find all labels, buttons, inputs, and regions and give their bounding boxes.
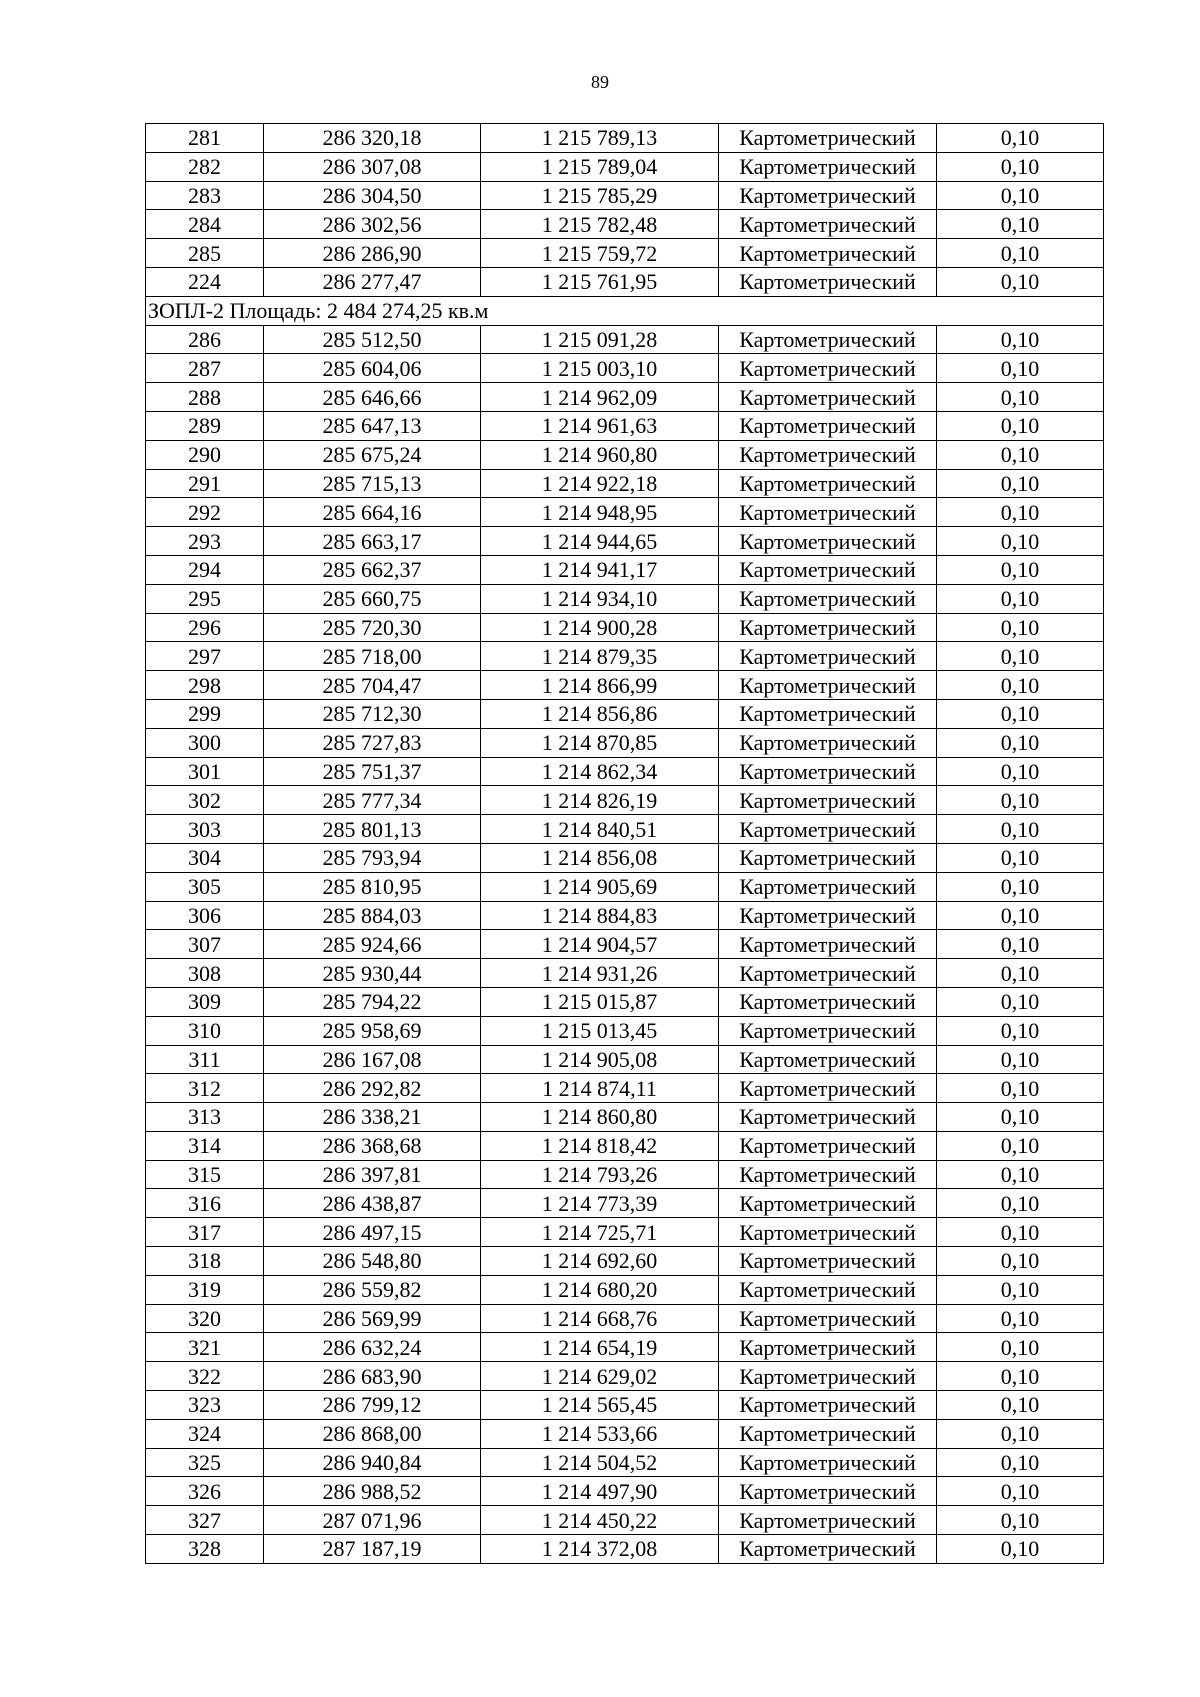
x-coordinate-cell: 286 307,08	[264, 152, 481, 181]
table-row	[146, 239, 1104, 268]
point-number-cell: 304	[146, 843, 264, 872]
y-coordinate-cell: 1 214 860,80	[481, 1103, 719, 1132]
y-coordinate-cell: 1 214 793,26	[481, 1160, 719, 1189]
point-number-cell: 288	[146, 383, 264, 412]
point-number-cell: 315	[146, 1160, 264, 1189]
method-cell: Картометрический	[719, 959, 937, 988]
table-row	[146, 1419, 1104, 1448]
page-number: 89	[591, 72, 609, 92]
point-number-cell: 292	[146, 498, 264, 527]
method-cell: Картометрический	[719, 1189, 937, 1218]
table-row	[146, 901, 1104, 930]
table-row	[146, 325, 1104, 354]
y-coordinate-cell: 1 214 692,60	[481, 1247, 719, 1276]
accuracy-cell: 0,10	[937, 1247, 1104, 1276]
y-coordinate-cell: 1 215 761,95	[481, 267, 719, 296]
x-coordinate-cell: 286 277,47	[264, 267, 481, 296]
y-coordinate-cell: 1 214 773,39	[481, 1189, 719, 1218]
table-row	[146, 1535, 1104, 1564]
y-coordinate-cell: 1 214 504,52	[481, 1448, 719, 1477]
method-cell: Картометрический	[719, 383, 937, 412]
method-cell: Картометрический	[719, 354, 937, 383]
y-coordinate-cell: 1 214 533,66	[481, 1419, 719, 1448]
x-coordinate-cell: 285 924,66	[264, 930, 481, 959]
method-cell: Картометрический	[719, 987, 937, 1016]
x-coordinate-cell: 286 988,52	[264, 1477, 481, 1506]
accuracy-cell: 0,10	[937, 671, 1104, 700]
method-cell: Картометрический	[719, 757, 937, 786]
y-coordinate-cell: 1 214 497,90	[481, 1477, 719, 1506]
accuracy-cell: 0,10	[937, 1391, 1104, 1420]
x-coordinate-cell: 285 777,34	[264, 786, 481, 815]
y-coordinate-cell: 1 215 015,87	[481, 987, 719, 1016]
y-coordinate-cell: 1 214 654,19	[481, 1333, 719, 1362]
y-coordinate-cell: 1 215 785,29	[481, 181, 719, 210]
method-cell: Картометрический	[719, 1419, 937, 1448]
table-row	[146, 354, 1104, 383]
table-row	[146, 527, 1104, 556]
accuracy-cell: 0,10	[937, 699, 1104, 728]
accuracy-cell: 0,10	[937, 1275, 1104, 1304]
table-row	[146, 1391, 1104, 1420]
method-cell: Картометрический	[719, 1016, 937, 1045]
table-row	[146, 210, 1104, 239]
y-coordinate-cell: 1 214 905,08	[481, 1045, 719, 1074]
x-coordinate-cell: 285 715,13	[264, 469, 481, 498]
y-coordinate-cell: 1 214 866,99	[481, 671, 719, 700]
y-coordinate-cell: 1 214 818,42	[481, 1131, 719, 1160]
x-coordinate-cell: 286 559,82	[264, 1275, 481, 1304]
y-coordinate-cell: 1 214 856,86	[481, 699, 719, 728]
point-number-cell: 283	[146, 181, 264, 210]
method-cell: Картометрический	[719, 1506, 937, 1535]
coordinates-table-body	[146, 124, 1104, 1564]
table-row	[146, 1362, 1104, 1391]
method-cell: Картометрический	[719, 786, 937, 815]
x-coordinate-cell: 285 720,30	[264, 613, 481, 642]
point-number-cell: 314	[146, 1131, 264, 1160]
table-row	[146, 699, 1104, 728]
y-coordinate-cell: 1 215 789,13	[481, 124, 719, 153]
accuracy-cell: 0,10	[937, 613, 1104, 642]
table-row	[146, 728, 1104, 757]
point-number-cell: 281	[146, 124, 264, 153]
method-cell: Картометрический	[719, 613, 937, 642]
method-cell: Картометрический	[719, 671, 937, 700]
table-row	[146, 152, 1104, 181]
y-coordinate-cell: 1 214 862,34	[481, 757, 719, 786]
accuracy-cell: 0,10	[937, 1074, 1104, 1103]
y-coordinate-cell: 1 214 725,71	[481, 1218, 719, 1247]
point-number-cell: 305	[146, 872, 264, 901]
method-cell: Картометрический	[719, 872, 937, 901]
y-coordinate-cell: 1 214 904,57	[481, 930, 719, 959]
accuracy-cell: 0,10	[937, 642, 1104, 671]
table-row	[146, 411, 1104, 440]
method-cell: Картометрический	[719, 1247, 937, 1276]
method-cell: Картометрический	[719, 469, 937, 498]
method-cell: Картометрический	[719, 1304, 937, 1333]
y-coordinate-cell: 1 214 826,19	[481, 786, 719, 815]
table-row	[146, 1247, 1104, 1276]
accuracy-cell: 0,10	[937, 1103, 1104, 1132]
point-number-cell: 310	[146, 1016, 264, 1045]
x-coordinate-cell: 286 320,18	[264, 124, 481, 153]
point-number-cell: 294	[146, 555, 264, 584]
method-cell: Картометрический	[719, 699, 937, 728]
accuracy-cell: 0,10	[937, 959, 1104, 988]
table-row	[146, 1275, 1104, 1304]
x-coordinate-cell: 286 397,81	[264, 1160, 481, 1189]
point-number-cell: 302	[146, 786, 264, 815]
y-coordinate-cell: 1 214 905,69	[481, 872, 719, 901]
method-cell: Картометрический	[719, 815, 937, 844]
x-coordinate-cell: 285 727,83	[264, 728, 481, 757]
accuracy-cell: 0,10	[937, 901, 1104, 930]
y-coordinate-cell: 1 214 900,28	[481, 613, 719, 642]
point-number-cell: 224	[146, 267, 264, 296]
point-number-cell: 287	[146, 354, 264, 383]
x-coordinate-cell: 287 187,19	[264, 1535, 481, 1564]
y-coordinate-cell: 1 215 013,45	[481, 1016, 719, 1045]
method-cell: Картометрический	[719, 239, 937, 268]
x-coordinate-cell: 286 868,00	[264, 1419, 481, 1448]
accuracy-cell: 0,10	[937, 757, 1104, 786]
accuracy-cell: 0,10	[937, 440, 1104, 469]
method-cell: Картометрический	[719, 1160, 937, 1189]
method-cell: Картометрический	[719, 1218, 937, 1247]
table-row	[146, 1448, 1104, 1477]
method-cell: Картометрический	[719, 555, 937, 584]
accuracy-cell: 0,10	[937, 1160, 1104, 1189]
y-coordinate-cell: 1 214 941,17	[481, 555, 719, 584]
point-number-cell: 313	[146, 1103, 264, 1132]
y-coordinate-cell: 1 214 960,80	[481, 440, 719, 469]
accuracy-cell: 0,10	[937, 411, 1104, 440]
x-coordinate-cell: 285 751,37	[264, 757, 481, 786]
accuracy-cell: 0,10	[937, 210, 1104, 239]
method-cell: Картометрический	[719, 930, 937, 959]
accuracy-cell: 0,10	[937, 584, 1104, 613]
method-cell: Картометрический	[719, 728, 937, 757]
accuracy-cell: 0,10	[937, 1419, 1104, 1448]
x-coordinate-cell: 285 663,17	[264, 527, 481, 556]
point-number-cell: 320	[146, 1304, 264, 1333]
table-row	[146, 642, 1104, 671]
y-coordinate-cell: 1 214 948,95	[481, 498, 719, 527]
method-cell: Картометрический	[719, 325, 937, 354]
x-coordinate-cell: 285 662,37	[264, 555, 481, 584]
point-number-cell: 295	[146, 584, 264, 613]
point-number-cell: 298	[146, 671, 264, 700]
method-cell: Картометрический	[719, 498, 937, 527]
x-coordinate-cell: 285 675,24	[264, 440, 481, 469]
table-row	[146, 1074, 1104, 1103]
x-coordinate-cell: 285 810,95	[264, 872, 481, 901]
x-coordinate-cell: 285 718,00	[264, 642, 481, 671]
x-coordinate-cell: 285 794,22	[264, 987, 481, 1016]
point-number-cell: 299	[146, 699, 264, 728]
accuracy-cell: 0,10	[937, 1218, 1104, 1247]
method-cell: Картометрический	[719, 642, 937, 671]
y-coordinate-cell: 1 214 680,20	[481, 1275, 719, 1304]
table-row	[146, 181, 1104, 210]
x-coordinate-cell: 286 569,99	[264, 1304, 481, 1333]
table-row	[146, 872, 1104, 901]
method-cell: Картометрический	[719, 1275, 937, 1304]
y-coordinate-cell: 1 214 884,83	[481, 901, 719, 930]
accuracy-cell: 0,10	[937, 527, 1104, 556]
table-row	[146, 1218, 1104, 1247]
accuracy-cell: 0,10	[937, 815, 1104, 844]
table-row	[146, 843, 1104, 872]
point-number-cell: 326	[146, 1477, 264, 1506]
coordinates-table	[145, 123, 1104, 1564]
method-cell: Картометрический	[719, 181, 937, 210]
point-number-cell: 307	[146, 930, 264, 959]
table-row	[146, 440, 1104, 469]
accuracy-cell: 0,10	[937, 239, 1104, 268]
y-coordinate-cell: 1 214 874,11	[481, 1074, 719, 1103]
point-number-cell: 296	[146, 613, 264, 642]
method-cell: Картометрический	[719, 901, 937, 930]
y-coordinate-cell: 1 214 629,02	[481, 1362, 719, 1391]
table-row	[146, 671, 1104, 700]
accuracy-cell: 0,10	[937, 555, 1104, 584]
method-cell: Картометрический	[719, 1103, 937, 1132]
method-cell: Картометрический	[719, 843, 937, 872]
accuracy-cell: 0,10	[937, 1131, 1104, 1160]
accuracy-cell: 0,10	[937, 1016, 1104, 1045]
x-coordinate-cell: 286 286,90	[264, 239, 481, 268]
table-row	[146, 555, 1104, 584]
point-number-cell: 316	[146, 1189, 264, 1218]
accuracy-cell: 0,10	[937, 181, 1104, 210]
accuracy-cell: 0,10	[937, 1535, 1104, 1564]
point-number-cell: 303	[146, 815, 264, 844]
accuracy-cell: 0,10	[937, 1189, 1104, 1218]
point-number-cell: 289	[146, 411, 264, 440]
y-coordinate-cell: 1 214 961,63	[481, 411, 719, 440]
point-number-cell: 285	[146, 239, 264, 268]
method-cell: Картометрический	[719, 1448, 937, 1477]
method-cell: Картометрический	[719, 440, 937, 469]
x-coordinate-cell: 286 683,90	[264, 1362, 481, 1391]
table-row	[146, 1506, 1104, 1535]
x-coordinate-cell: 286 548,80	[264, 1247, 481, 1276]
table-row	[146, 1131, 1104, 1160]
x-coordinate-cell: 285 884,03	[264, 901, 481, 930]
section-header-row	[146, 296, 1104, 325]
accuracy-cell: 0,10	[937, 325, 1104, 354]
x-coordinate-cell: 285 793,94	[264, 843, 481, 872]
table-row	[146, 469, 1104, 498]
table-row	[146, 124, 1104, 153]
x-coordinate-cell: 285 660,75	[264, 584, 481, 613]
point-number-cell: 312	[146, 1074, 264, 1103]
accuracy-cell: 0,10	[937, 354, 1104, 383]
x-coordinate-cell: 286 438,87	[264, 1189, 481, 1218]
point-number-cell: 321	[146, 1333, 264, 1362]
y-coordinate-cell: 1 214 922,18	[481, 469, 719, 498]
accuracy-cell: 0,10	[937, 1448, 1104, 1477]
accuracy-cell: 0,10	[937, 1304, 1104, 1333]
x-coordinate-cell: 285 512,50	[264, 325, 481, 354]
accuracy-cell: 0,10	[937, 498, 1104, 527]
point-number-cell: 317	[146, 1218, 264, 1247]
table-row	[146, 267, 1104, 296]
method-cell: Картометрический	[719, 1535, 937, 1564]
table-row	[146, 930, 1104, 959]
x-coordinate-cell: 285 604,06	[264, 354, 481, 383]
x-coordinate-cell: 285 930,44	[264, 959, 481, 988]
table-row	[146, 1333, 1104, 1362]
y-coordinate-cell: 1 214 962,09	[481, 383, 719, 412]
accuracy-cell: 0,10	[937, 987, 1104, 1016]
y-coordinate-cell: 1 214 565,45	[481, 1391, 719, 1420]
method-cell: Картометрический	[719, 210, 937, 239]
y-coordinate-cell: 1 214 668,76	[481, 1304, 719, 1333]
point-number-cell: 324	[146, 1419, 264, 1448]
x-coordinate-cell: 286 304,50	[264, 181, 481, 210]
point-number-cell: 290	[146, 440, 264, 469]
accuracy-cell: 0,10	[937, 267, 1104, 296]
accuracy-cell: 0,10	[937, 1506, 1104, 1535]
point-number-cell: 328	[146, 1535, 264, 1564]
method-cell: Картометрический	[719, 124, 937, 153]
y-coordinate-cell: 1 215 789,04	[481, 152, 719, 181]
method-cell: Картометрический	[719, 1333, 937, 1362]
point-number-cell: 325	[146, 1448, 264, 1477]
point-number-cell: 284	[146, 210, 264, 239]
table-row	[146, 1016, 1104, 1045]
section-title: ЗОПЛ-2 Площадь: 2 484 274,25 кв.м	[146, 296, 1104, 325]
y-coordinate-cell: 1 214 450,22	[481, 1506, 719, 1535]
point-number-cell: 306	[146, 901, 264, 930]
y-coordinate-cell: 1 214 870,85	[481, 728, 719, 757]
point-number-cell: 291	[146, 469, 264, 498]
y-coordinate-cell: 1 215 782,48	[481, 210, 719, 239]
accuracy-cell: 0,10	[937, 1362, 1104, 1391]
table-row	[146, 383, 1104, 412]
point-number-cell: 318	[146, 1247, 264, 1276]
accuracy-cell: 0,10	[937, 152, 1104, 181]
y-coordinate-cell: 1 214 840,51	[481, 815, 719, 844]
accuracy-cell: 0,10	[937, 728, 1104, 757]
accuracy-cell: 0,10	[937, 469, 1104, 498]
x-coordinate-cell: 286 302,56	[264, 210, 481, 239]
x-coordinate-cell: 285 664,16	[264, 498, 481, 527]
x-coordinate-cell: 285 646,66	[264, 383, 481, 412]
point-number-cell: 311	[146, 1045, 264, 1074]
accuracy-cell: 0,10	[937, 1045, 1104, 1074]
table-row	[146, 1189, 1104, 1218]
accuracy-cell: 0,10	[937, 843, 1104, 872]
table-row	[146, 584, 1104, 613]
x-coordinate-cell: 286 632,24	[264, 1333, 481, 1362]
x-coordinate-cell: 286 497,15	[264, 1218, 481, 1247]
x-coordinate-cell: 286 338,21	[264, 1103, 481, 1132]
y-coordinate-cell: 1 214 944,65	[481, 527, 719, 556]
x-coordinate-cell: 286 368,68	[264, 1131, 481, 1160]
point-number-cell: 327	[146, 1506, 264, 1535]
accuracy-cell: 0,10	[937, 930, 1104, 959]
table-row	[146, 959, 1104, 988]
x-coordinate-cell: 286 940,84	[264, 1448, 481, 1477]
table-row	[146, 757, 1104, 786]
point-number-cell: 282	[146, 152, 264, 181]
x-coordinate-cell: 285 801,13	[264, 815, 481, 844]
x-coordinate-cell: 285 704,47	[264, 671, 481, 700]
point-number-cell: 297	[146, 642, 264, 671]
method-cell: Картометрический	[719, 411, 937, 440]
y-coordinate-cell: 1 215 091,28	[481, 325, 719, 354]
method-cell: Картометрический	[719, 1045, 937, 1074]
accuracy-cell: 0,10	[937, 786, 1104, 815]
method-cell: Картометрический	[719, 527, 937, 556]
table-row	[146, 1160, 1104, 1189]
y-coordinate-cell: 1 214 372,08	[481, 1535, 719, 1564]
x-coordinate-cell: 287 071,96	[264, 1506, 481, 1535]
point-number-cell: 322	[146, 1362, 264, 1391]
method-cell: Картометрический	[719, 1362, 937, 1391]
point-number-cell: 319	[146, 1275, 264, 1304]
table-row	[146, 1045, 1104, 1074]
x-coordinate-cell: 286 799,12	[264, 1391, 481, 1420]
y-coordinate-cell: 1 214 879,35	[481, 642, 719, 671]
point-number-cell: 308	[146, 959, 264, 988]
method-cell: Картометрический	[719, 1131, 937, 1160]
accuracy-cell: 0,10	[937, 1333, 1104, 1362]
method-cell: Картометрический	[719, 267, 937, 296]
x-coordinate-cell: 285 958,69	[264, 1016, 481, 1045]
point-number-cell: 300	[146, 728, 264, 757]
table-row	[146, 987, 1104, 1016]
point-number-cell: 301	[146, 757, 264, 786]
y-coordinate-cell: 1 215 759,72	[481, 239, 719, 268]
x-coordinate-cell: 286 292,82	[264, 1074, 481, 1103]
x-coordinate-cell: 285 712,30	[264, 699, 481, 728]
y-coordinate-cell: 1 215 003,10	[481, 354, 719, 383]
y-coordinate-cell: 1 214 931,26	[481, 959, 719, 988]
method-cell: Картометрический	[719, 584, 937, 613]
method-cell: Картометрический	[719, 1391, 937, 1420]
table-row	[146, 498, 1104, 527]
accuracy-cell: 0,10	[937, 383, 1104, 412]
accuracy-cell: 0,10	[937, 124, 1104, 153]
method-cell: Картометрический	[719, 1477, 937, 1506]
method-cell: Картометрический	[719, 152, 937, 181]
table-row	[146, 1304, 1104, 1333]
accuracy-cell: 0,10	[937, 872, 1104, 901]
x-coordinate-cell: 286 167,08	[264, 1045, 481, 1074]
method-cell: Картометрический	[719, 1074, 937, 1103]
table-row	[146, 1103, 1104, 1132]
y-coordinate-cell: 1 214 856,08	[481, 843, 719, 872]
point-number-cell: 323	[146, 1391, 264, 1420]
y-coordinate-cell: 1 214 934,10	[481, 584, 719, 613]
point-number-cell: 286	[146, 325, 264, 354]
table-row	[146, 815, 1104, 844]
table-row	[146, 1477, 1104, 1506]
table-row	[146, 613, 1104, 642]
point-number-cell: 293	[146, 527, 264, 556]
accuracy-cell: 0,10	[937, 1477, 1104, 1506]
table-row	[146, 786, 1104, 815]
point-number-cell: 309	[146, 987, 264, 1016]
x-coordinate-cell: 285 647,13	[264, 411, 481, 440]
